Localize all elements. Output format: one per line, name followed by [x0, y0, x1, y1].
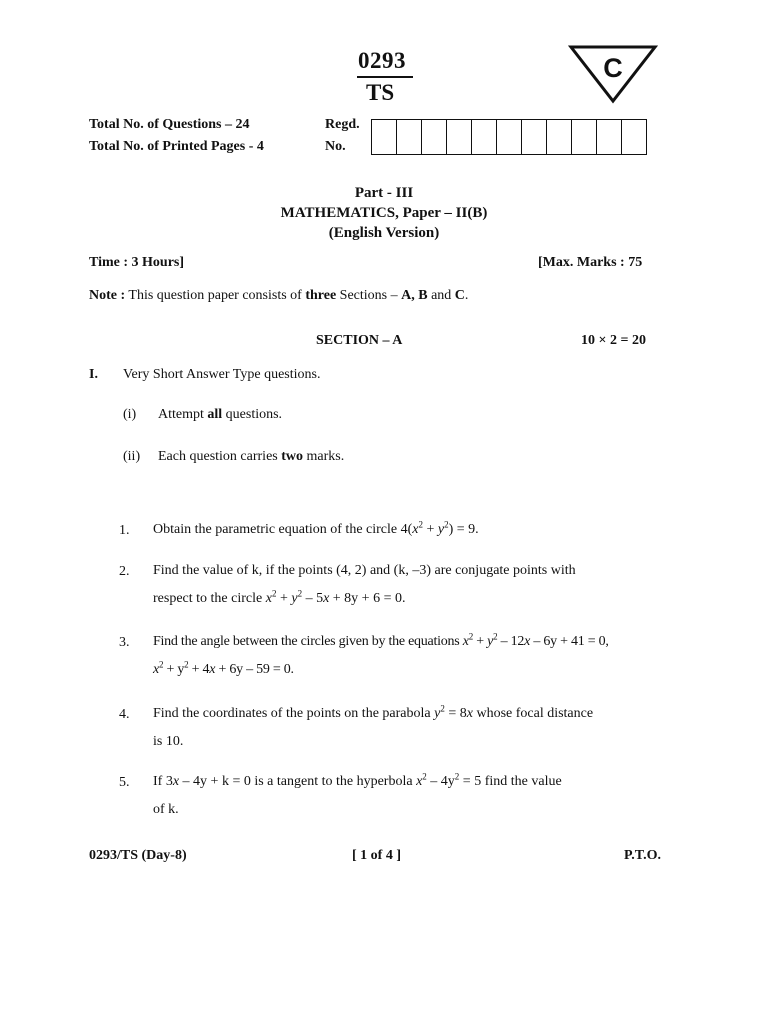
regd-digit-box[interactable]: [497, 120, 522, 154]
question-5-num: 5.: [119, 775, 130, 790]
instruction-1: Attempt all questions.: [158, 407, 283, 422]
regd-digit-box[interactable]: [372, 120, 397, 154]
section-heading: Very Short Answer Type questions.: [123, 367, 321, 382]
question-2-num: 2.: [119, 564, 130, 579]
section-marks: 10 × 2 = 20: [581, 333, 646, 348]
state-code: TS: [366, 80, 395, 105]
set-letter: C: [603, 53, 623, 83]
paper-code-underline: [357, 76, 413, 78]
question-2: Find the value of k, if the points (4, 2) and (k, –3) are conjugate points with respect to the circle $x^2 + y^2 - 5x + 8y + 6 = 0$.: [153, 563, 576, 606]
note: Note : This question paper consists of three Sections – A, B and C.: [89, 288, 469, 303]
regd-digit-box[interactable]: [547, 120, 572, 154]
page-number: [ 1 of 4 ]: [352, 848, 401, 863]
version-title: (English Version): [328, 225, 440, 241]
part-title: Part - III: [354, 185, 414, 201]
time-label: Time : 3 Hours]: [89, 255, 185, 270]
pto-label: P.T.O.: [624, 848, 661, 863]
regd-digit-box[interactable]: [622, 120, 646, 154]
question-4: Find the coordinates of the points on the parabola $y^2 = 8x$ whose focal distance is 10.: [153, 703, 594, 749]
question-1-num: 1.: [119, 523, 130, 538]
total-pages: Total No. of Printed Pages - 4: [89, 139, 264, 154]
regd-digit-box[interactable]: [597, 120, 622, 154]
regd-digit-box[interactable]: [397, 120, 422, 154]
instruction-2-num: (ii): [123, 449, 141, 464]
question-1: Obtain the parametric equation of the circle $4(x^2 + y^2) = 9$.: [153, 519, 479, 537]
regd-digit-box[interactable]: [472, 120, 497, 154]
regd-digit-box[interactable]: [572, 120, 597, 154]
regd-label: Regd.: [325, 117, 360, 132]
question-4-num: 4.: [119, 707, 130, 722]
max-marks-label: [Max. Marks : 75: [538, 255, 643, 270]
paper-code: 0293: [358, 48, 406, 73]
question-5: If 3x – 4y + k = 0 is a tangent to the hyperbola $x^2 - 4y^2 = 5$ find the value of k.: [153, 771, 562, 817]
instruction-1-num: (i): [123, 407, 137, 422]
question-3: Find the angle between the circles given by the equations $x^2 + y^2 - 12x - 6y + 41 = 0$, $x^2 + y^2 + 4x + 6y - 59 = 0$.: [153, 631, 609, 677]
regd-digit-box[interactable]: [447, 120, 472, 154]
set-triangle-icon: [568, 44, 658, 104]
subject-title: MATHEMATICS, Paper – II(B): [280, 205, 488, 221]
instruction-2: Each question carries two marks.: [158, 449, 345, 464]
footer-code: 0293/TS (Day-8): [89, 848, 187, 863]
total-questions: Total No. of Questions – 24: [89, 117, 250, 132]
regd-number-boxes[interactable]: [371, 119, 647, 155]
question-3-num: 3.: [119, 635, 130, 650]
regd-no-label: No.: [325, 139, 346, 154]
section-title: SECTION – A: [316, 333, 403, 348]
regd-digit-box[interactable]: [422, 120, 447, 154]
section-roman: I.: [89, 367, 98, 382]
regd-digit-box[interactable]: [522, 120, 547, 154]
note-label: Note :: [89, 288, 126, 303]
